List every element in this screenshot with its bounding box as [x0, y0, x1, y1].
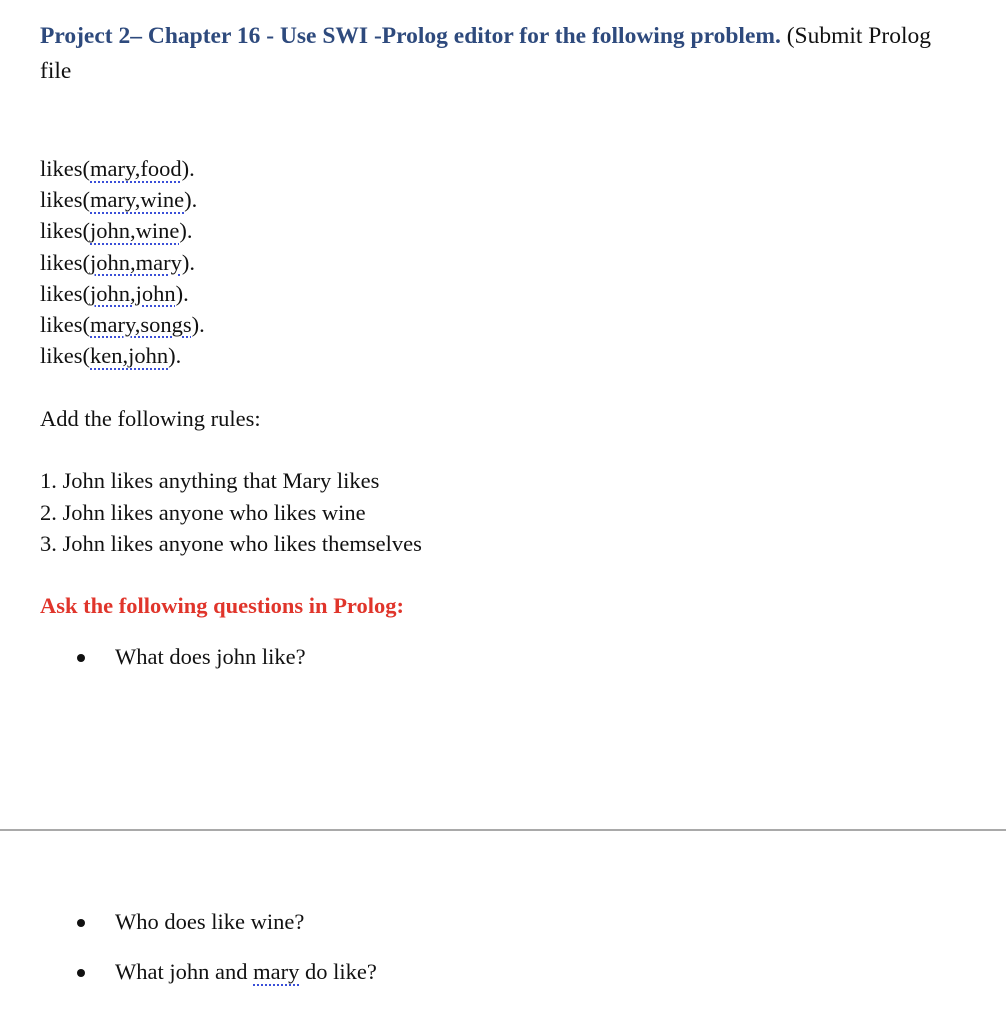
- fact-line: [40, 340, 205, 371]
- question-text-start: What john and: [115, 959, 254, 984]
- fact-prefix: likes(: [40, 156, 90, 181]
- rules-heading: Add the following rules:: [40, 406, 261, 431]
- fact-args: mary,wine: [90, 187, 185, 213]
- question-text: [115, 955, 377, 989]
- fact-line: [40, 184, 205, 215]
- rule-item: 2. John likes anyone who likes wine: [40, 499, 366, 525]
- question-text: Who does like wine?: [115, 909, 305, 934]
- fact-suffix: ).: [181, 249, 195, 275]
- rule-item: 1. John likes anything that Mary likes: [40, 468, 380, 493]
- fact-args: ken,john: [90, 343, 169, 369]
- fact-prefix: likes(: [40, 311, 90, 337]
- fact-prefix: likes(: [40, 343, 90, 369]
- fact-args: john,mary: [90, 249, 182, 275]
- fact-line: [40, 247, 205, 278]
- title-continuation: file: [40, 58, 72, 84]
- fact-line: [40, 215, 205, 246]
- title-bold: Project 2– Chapter 16 - Use SWI -Prolog editor for the following problem.: [40, 23, 781, 49]
- fact-args: john,john: [90, 280, 176, 306]
- prolog-facts: [40, 153, 205, 371]
- fact-prefix: likes(: [40, 218, 90, 244]
- bullet-icon: [77, 919, 85, 927]
- fact-line: [40, 309, 205, 340]
- bullet-icon: [77, 654, 85, 662]
- fact-args: mary,songs: [90, 311, 192, 337]
- fact-args: mary,food: [90, 156, 182, 181]
- fact-line: [40, 153, 205, 184]
- fact-prefix: likes(: [40, 280, 90, 306]
- fact-suffix: ).: [175, 280, 189, 306]
- title-rest: (Submit Prolog: [780, 23, 931, 49]
- fact-suffix: ).: [184, 187, 198, 213]
- fact-line: [40, 278, 205, 309]
- question-text: What does john like?: [115, 644, 306, 669]
- fact-suffix: ).: [191, 311, 205, 337]
- fact-suffix: ).: [168, 343, 182, 369]
- bullet-icon: [77, 969, 85, 977]
- fact-prefix: likes(: [40, 187, 90, 213]
- page-title: [40, 20, 931, 53]
- question-marked-word: mary: [253, 959, 300, 984]
- fact-suffix: ).: [181, 156, 195, 181]
- fact-prefix: likes(: [40, 249, 90, 275]
- fact-args: john,wine: [90, 218, 180, 244]
- question-text-end: do like?: [299, 959, 377, 984]
- rules-list: [40, 465, 422, 560]
- rule-item: 3. John likes anyone who likes themselves: [40, 531, 422, 556]
- fact-suffix: ).: [179, 218, 193, 244]
- page-divider: [0, 829, 1006, 831]
- questions-heading: Ask the following questions in Prolog:: [40, 593, 405, 618]
